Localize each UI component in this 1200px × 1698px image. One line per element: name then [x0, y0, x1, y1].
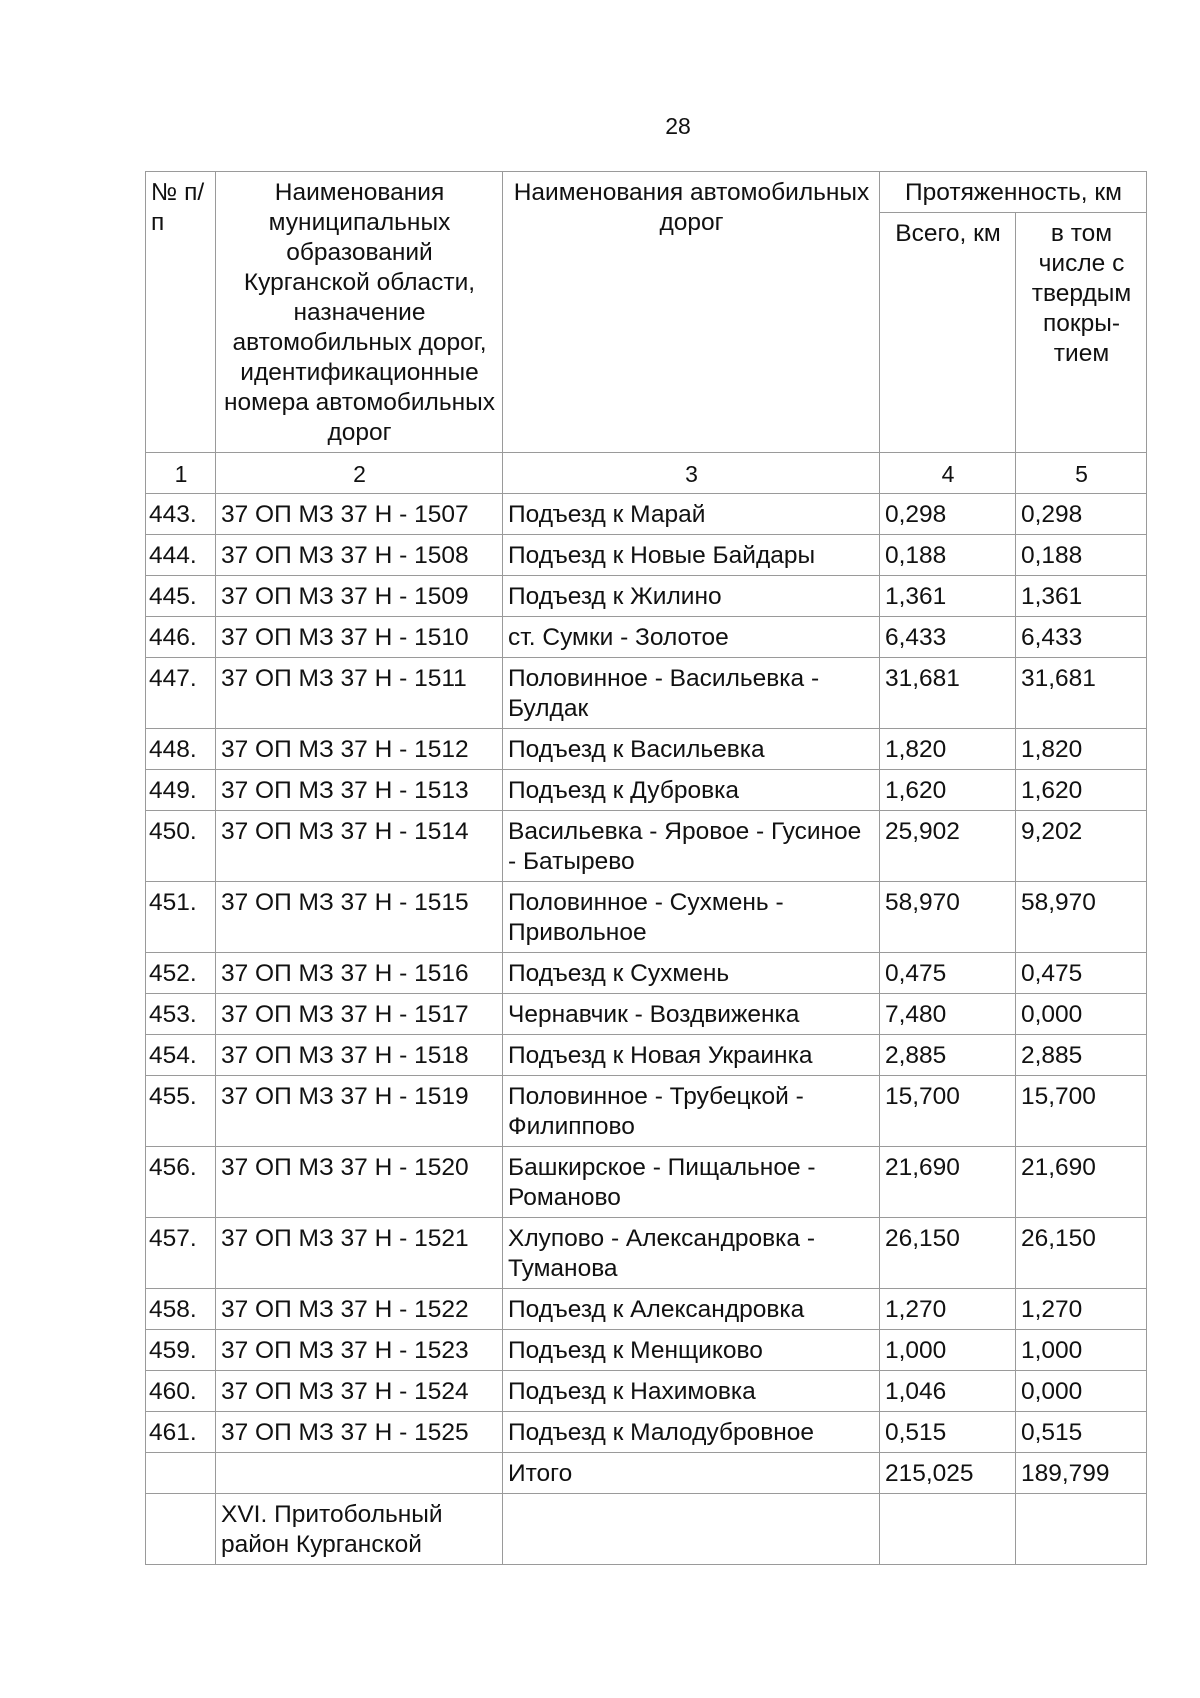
- total-label: Итого: [503, 1453, 880, 1494]
- header-municipal-formations: Наименования муниципальных образований Курганской области, назначение автомобильных дорог, идентификационные номера автомобильных дорог: [216, 172, 503, 453]
- table-row: [146, 994, 1147, 1035]
- header-length-group: Протяженность, км: [880, 172, 1147, 213]
- row-number: 446.: [146, 617, 216, 658]
- road-length-hard-surface: 0,475: [1016, 953, 1147, 994]
- road-length-total: 0,298: [880, 494, 1016, 535]
- page-number: 28: [665, 113, 691, 139]
- row-number: 457.: [146, 1218, 216, 1289]
- road-length-total: 1,820: [880, 729, 1016, 770]
- road-length-hard-surface: 0,000: [1016, 994, 1147, 1035]
- road-length-total: 1,046: [880, 1371, 1016, 1412]
- road-name: Хлупово - Александровка - Туманова: [503, 1218, 880, 1289]
- section-row-empty-cell: [880, 1494, 1016, 1565]
- total-row: [146, 1453, 1147, 1494]
- total-row-empty-cell: [146, 1453, 216, 1494]
- table-row: [146, 1147, 1147, 1218]
- section-row: [146, 1494, 1147, 1565]
- road-name: Подъезд к Новая Украинка: [503, 1035, 880, 1076]
- table-row: [146, 617, 1147, 658]
- table-row: [146, 576, 1147, 617]
- road-identifier: 37 ОП МЗ 37 Н - 1524: [216, 1371, 503, 1412]
- column-number: 4: [880, 453, 1016, 494]
- road-length-total: 0,515: [880, 1412, 1016, 1453]
- row-number: 455.: [146, 1076, 216, 1147]
- header-row-number: № п/п: [146, 172, 216, 453]
- road-name: Подъезд к Сухмень: [503, 953, 880, 994]
- table-row: [146, 1330, 1147, 1371]
- road-name: Подъезд к Малодубровное: [503, 1412, 880, 1453]
- road-length-total: 31,681: [880, 658, 1016, 729]
- road-length-hard-surface: 1,361: [1016, 576, 1147, 617]
- total-hard-surface: 189,799: [1016, 1453, 1147, 1494]
- table-row: [146, 1076, 1147, 1147]
- road-identifier: 37 ОП МЗ 37 Н - 1513: [216, 770, 503, 811]
- row-number: 451.: [146, 882, 216, 953]
- road-name: Подъезд к Менщиково: [503, 1330, 880, 1371]
- road-identifier: 37 ОП МЗ 37 Н - 1519: [216, 1076, 503, 1147]
- row-number: 460.: [146, 1371, 216, 1412]
- table-row: [146, 729, 1147, 770]
- road-length-hard-surface: 6,433: [1016, 617, 1147, 658]
- road-length-hard-surface: 9,202: [1016, 811, 1147, 882]
- road-length-total: 1,361: [880, 576, 1016, 617]
- column-number-row: [146, 453, 1147, 494]
- road-length-hard-surface: 1,000: [1016, 1330, 1147, 1371]
- row-number: 461.: [146, 1412, 216, 1453]
- column-number: 1: [146, 453, 216, 494]
- road-name: Подъезд к Дубровка: [503, 770, 880, 811]
- road-length-total: 0,188: [880, 535, 1016, 576]
- road-identifier: 37 ОП МЗ 37 Н - 1520: [216, 1147, 503, 1218]
- road-identifier: 37 ОП МЗ 37 Н - 1511: [216, 658, 503, 729]
- header-length-hard-surface: в том числе с твердым покры-тием: [1016, 213, 1147, 453]
- road-length-hard-surface: 58,970: [1016, 882, 1147, 953]
- row-number: 459.: [146, 1330, 216, 1371]
- row-number: 449.: [146, 770, 216, 811]
- header-length-total: Всего, км: [880, 213, 1016, 453]
- road-identifier: 37 ОП МЗ 37 Н - 1515: [216, 882, 503, 953]
- road-name: ст. Сумки - Золотое: [503, 617, 880, 658]
- row-number: 450.: [146, 811, 216, 882]
- road-name: Подъезд к Васильевка: [503, 729, 880, 770]
- road-identifier: 37 ОП МЗ 37 Н - 1523: [216, 1330, 503, 1371]
- road-identifier: 37 ОП МЗ 37 Н - 1517: [216, 994, 503, 1035]
- road-name: Половинное - Трубецкой - Филиппово: [503, 1076, 880, 1147]
- road-length-hard-surface: 1,820: [1016, 729, 1147, 770]
- road-identifier: 37 ОП МЗ 37 Н - 1508: [216, 535, 503, 576]
- table-row: [146, 882, 1147, 953]
- road-identifier: 37 ОП МЗ 37 Н - 1516: [216, 953, 503, 994]
- road-identifier: 37 ОП МЗ 37 Н - 1514: [216, 811, 503, 882]
- road-length-total: 26,150: [880, 1218, 1016, 1289]
- road-length-total: 25,902: [880, 811, 1016, 882]
- row-number: 444.: [146, 535, 216, 576]
- road-name: Половинное - Сухмень - Привольное: [503, 882, 880, 953]
- road-identifier: 37 ОП МЗ 37 Н - 1507: [216, 494, 503, 535]
- road-length-hard-surface: 0,000: [1016, 1371, 1147, 1412]
- road-identifier: 37 ОП МЗ 37 Н - 1522: [216, 1289, 503, 1330]
- section-row-empty-cell: [146, 1494, 216, 1565]
- table-row: [146, 494, 1147, 535]
- road-length-total: 7,480: [880, 994, 1016, 1035]
- road-length-total: 1,000: [880, 1330, 1016, 1371]
- road-name: Башкирское - Пищальное - Романово: [503, 1147, 880, 1218]
- header-road-names: Наименования автомобильных дорог: [503, 172, 880, 453]
- table-row: [146, 1412, 1147, 1453]
- road-name: Подъезд к Александровка: [503, 1289, 880, 1330]
- road-identifier: 37 ОП МЗ 37 Н - 1525: [216, 1412, 503, 1453]
- row-number: 448.: [146, 729, 216, 770]
- road-name: Чернавчик - Воздвиженка: [503, 994, 880, 1035]
- road-identifier: 37 ОП МЗ 37 Н - 1510: [216, 617, 503, 658]
- road-length-hard-surface: 1,270: [1016, 1289, 1147, 1330]
- road-identifier: 37 ОП МЗ 37 Н - 1512: [216, 729, 503, 770]
- table-row: [146, 1218, 1147, 1289]
- road-length-total: 21,690: [880, 1147, 1016, 1218]
- row-number: 453.: [146, 994, 216, 1035]
- road-name: Подъезд к Нахимовка: [503, 1371, 880, 1412]
- roads-table: [145, 171, 1147, 1565]
- road-length-hard-surface: 0,515: [1016, 1412, 1147, 1453]
- road-identifier: 37 ОП МЗ 37 Н - 1518: [216, 1035, 503, 1076]
- road-length-hard-surface: 31,681: [1016, 658, 1147, 729]
- road-name: Подъезд к Новые Байдары: [503, 535, 880, 576]
- row-number: 454.: [146, 1035, 216, 1076]
- table-row: [146, 1289, 1147, 1330]
- road-length-hard-surface: 15,700: [1016, 1076, 1147, 1147]
- road-name: Половинное - Васильевка - Булдак: [503, 658, 880, 729]
- table-body: [146, 494, 1147, 1453]
- road-length-hard-surface: 26,150: [1016, 1218, 1147, 1289]
- road-length-hard-surface: 2,885: [1016, 1035, 1147, 1076]
- road-identifier: 37 ОП МЗ 37 Н - 1521: [216, 1218, 503, 1289]
- row-number: 452.: [146, 953, 216, 994]
- road-length-total: 1,620: [880, 770, 1016, 811]
- road-length-total: 2,885: [880, 1035, 1016, 1076]
- column-number: 5: [1016, 453, 1147, 494]
- road-name: Васильевка - Яровое - Гусиное - Батырево: [503, 811, 880, 882]
- road-length-hard-surface: 0,188: [1016, 535, 1147, 576]
- road-length-hard-surface: 1,620: [1016, 770, 1147, 811]
- table-row: [146, 1371, 1147, 1412]
- row-number: 445.: [146, 576, 216, 617]
- section-row-empty-cell: [503, 1494, 880, 1565]
- table-row: [146, 953, 1147, 994]
- road-name: Подъезд к Жилино: [503, 576, 880, 617]
- table-row: [146, 811, 1147, 882]
- road-identifier: 37 ОП МЗ 37 Н - 1509: [216, 576, 503, 617]
- road-length-hard-surface: 21,690: [1016, 1147, 1147, 1218]
- section-title: XVI. Притобольный район Курганской: [216, 1494, 503, 1565]
- road-length-total: 15,700: [880, 1076, 1016, 1147]
- table-row: [146, 535, 1147, 576]
- total-length: 215,025: [880, 1453, 1016, 1494]
- road-length-total: 0,475: [880, 953, 1016, 994]
- road-length-total: 1,270: [880, 1289, 1016, 1330]
- column-number: 3: [503, 453, 880, 494]
- total-row-empty-cell: [216, 1453, 503, 1494]
- road-name: Подъезд к Марай: [503, 494, 880, 535]
- table-row: [146, 1035, 1147, 1076]
- section-row-empty-cell: [1016, 1494, 1147, 1565]
- road-length-hard-surface: 0,298: [1016, 494, 1147, 535]
- column-number: 2: [216, 453, 503, 494]
- row-number: 443.: [146, 494, 216, 535]
- road-length-total: 58,970: [880, 882, 1016, 953]
- table-row: [146, 770, 1147, 811]
- row-number: 447.: [146, 658, 216, 729]
- table-row: [146, 658, 1147, 729]
- row-number: 458.: [146, 1289, 216, 1330]
- road-length-total: 6,433: [880, 617, 1016, 658]
- row-number: 456.: [146, 1147, 216, 1218]
